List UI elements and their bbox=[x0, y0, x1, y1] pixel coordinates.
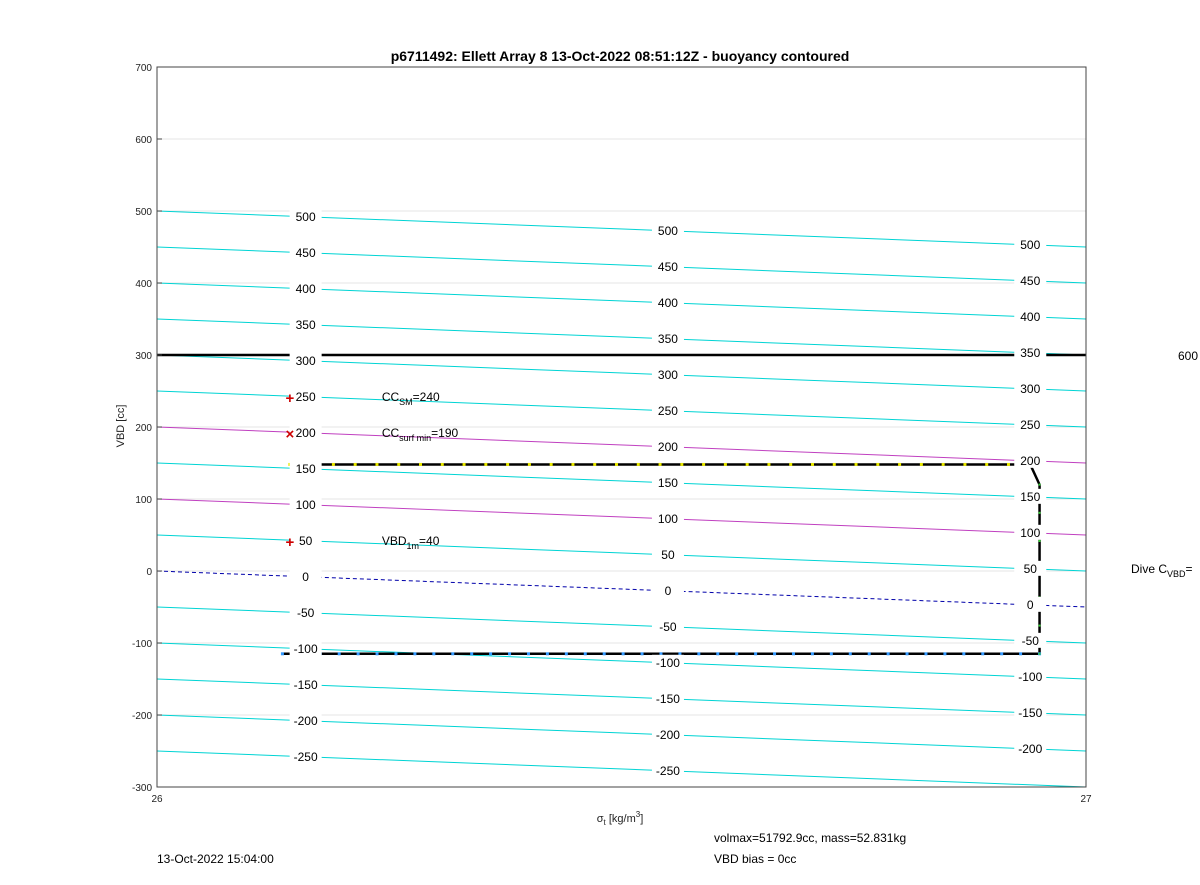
dive-sample-dot bbox=[830, 652, 833, 655]
contour-label: -50 bbox=[659, 619, 677, 634]
dive-sample-dot bbox=[811, 652, 814, 655]
chart-title: p6711492: Ellett Array 8 13-Oct-2022 08:51:12Z - buoyancy contoured bbox=[390, 48, 850, 64]
contour-label: 400 bbox=[657, 295, 678, 310]
side-text-dive-cvbd-sub: VBD bbox=[1167, 569, 1186, 579]
dive-sample-dot bbox=[354, 463, 357, 466]
contour-label: -150 bbox=[655, 691, 680, 706]
dive-sample-dot bbox=[506, 463, 509, 466]
contour-label: 350 bbox=[1020, 345, 1041, 360]
footer-volmax: volmax=51792.9cc, mass=52.831kg bbox=[714, 831, 907, 845]
contour-label: -100 bbox=[655, 655, 680, 670]
x-axis-label bbox=[597, 810, 644, 827]
dive-sample-dot bbox=[898, 463, 901, 466]
dive-sample-dot bbox=[963, 463, 966, 466]
x-tick-label: 27 bbox=[1080, 794, 1092, 805]
axes bbox=[132, 63, 1092, 805]
contour-label: 50 bbox=[661, 547, 675, 562]
contour-label: -100 bbox=[293, 641, 318, 656]
footer-bias: VBD bias = 0cc bbox=[714, 852, 797, 866]
dive-sample-dot bbox=[615, 463, 618, 466]
marker: + bbox=[285, 534, 295, 552]
dive-sample-dot bbox=[716, 652, 719, 655]
side-text-dive-cvbd-main: Dive C bbox=[1131, 562, 1168, 576]
x-tick-label: 26 bbox=[151, 794, 163, 805]
contour-label: -50 bbox=[296, 605, 315, 620]
dive-sample-dot bbox=[906, 652, 909, 655]
y-axis-label: VBD [cc] bbox=[115, 404, 127, 448]
contour-label: -200 bbox=[293, 713, 318, 728]
contour-label: 450 bbox=[1020, 273, 1041, 288]
contour-label: 450 bbox=[295, 245, 316, 260]
contour-label: 300 bbox=[657, 367, 678, 382]
contour-label: 300 bbox=[295, 353, 316, 368]
dive-sample-dot bbox=[962, 652, 965, 655]
dive-sample-dot bbox=[451, 652, 454, 655]
contour-label: -150 bbox=[1018, 705, 1043, 720]
annotation-main: CC bbox=[381, 426, 400, 441]
x-axis-label-main: σ bbox=[596, 813, 604, 825]
annotation bbox=[382, 426, 459, 443]
dive-sample-dot bbox=[1039, 625, 1041, 627]
contour-label: -100 bbox=[1018, 669, 1043, 684]
contour-label: -150 bbox=[293, 677, 318, 692]
contour-label: 250 bbox=[1020, 417, 1041, 432]
dive-sample-dot bbox=[463, 463, 466, 466]
contour-label: 150 bbox=[657, 475, 678, 490]
dive-sample-dot bbox=[702, 463, 705, 466]
dive-sample-dot bbox=[571, 463, 574, 466]
dive-sample-dot bbox=[397, 463, 400, 466]
contour-label: -200 bbox=[1018, 741, 1043, 756]
dive-sample-dot bbox=[659, 463, 662, 466]
annotation-value: =40 bbox=[419, 534, 440, 549]
y-tick-label: -300 bbox=[131, 783, 152, 794]
dive-sample-dot bbox=[419, 463, 422, 466]
annotations bbox=[382, 390, 459, 551]
dive-sample-dot bbox=[413, 652, 416, 655]
dive-sample-dot bbox=[1039, 512, 1041, 514]
side-text-dive-cvbd-rest: = bbox=[1185, 562, 1193, 576]
annotation-value: =240 bbox=[412, 390, 440, 405]
contour-label: 150 bbox=[295, 461, 316, 476]
dive-sample-dot bbox=[767, 463, 770, 466]
dive-sample-dot bbox=[338, 652, 341, 655]
dive-sample-dot bbox=[376, 652, 379, 655]
contour-label: 400 bbox=[295, 281, 316, 296]
annotation-main: CC bbox=[381, 390, 400, 405]
contour-label: 500 bbox=[657, 223, 678, 238]
contour-label: 400 bbox=[1020, 309, 1041, 324]
dive-sample-dot bbox=[622, 652, 625, 655]
dive-sample-dot bbox=[394, 652, 397, 655]
dive-sample-dot bbox=[432, 652, 435, 655]
x-axis-label-sub: t bbox=[603, 818, 606, 827]
marker: × bbox=[285, 426, 295, 444]
dive-sample-dot bbox=[1007, 463, 1010, 466]
contour-label: 150 bbox=[1020, 489, 1041, 504]
dive-sample-dot bbox=[1000, 652, 1003, 655]
contour-label: 350 bbox=[657, 331, 678, 346]
dive-sample-dot bbox=[1039, 653, 1041, 655]
contour-label: -250 bbox=[655, 763, 680, 778]
contour-label: 200 bbox=[295, 425, 316, 440]
x-axis-label-unit: [kg/m bbox=[605, 813, 636, 825]
dive-sample-dot bbox=[1039, 484, 1041, 486]
contour-label: -200 bbox=[655, 727, 680, 742]
y-tick-label: 0 bbox=[146, 567, 152, 578]
dive-sample-dot bbox=[943, 652, 946, 655]
dive-sample-dot bbox=[603, 652, 606, 655]
contour-label: 500 bbox=[1020, 237, 1041, 252]
contour-label: 50 bbox=[1023, 561, 1037, 576]
contour-label: 50 bbox=[298, 533, 313, 548]
annotation-value: =190 bbox=[431, 426, 459, 441]
y-tick-label: -100 bbox=[131, 639, 152, 650]
dive-sample-dot bbox=[641, 652, 644, 655]
contour-label: 100 bbox=[1020, 525, 1041, 540]
x-axis-label-sup: 3 bbox=[635, 810, 641, 819]
y-tick-label: 500 bbox=[135, 207, 152, 218]
dive-sample-dot bbox=[593, 463, 596, 466]
dive-sample-dot bbox=[985, 463, 988, 466]
y-tick-label: 300 bbox=[135, 351, 152, 362]
y-tick-label: 400 bbox=[135, 279, 152, 290]
dive-sample-dot bbox=[697, 652, 700, 655]
dive-sample-dot bbox=[550, 463, 553, 466]
dive-sample-dot bbox=[746, 463, 749, 466]
dive-sample-dot bbox=[789, 463, 792, 466]
contour-label: 0 bbox=[1026, 597, 1034, 612]
dive-sample-dot bbox=[546, 652, 549, 655]
dive-sample-dot bbox=[942, 463, 945, 466]
side-text-dive-cvbd bbox=[1131, 562, 1193, 579]
dive-sample-dot bbox=[527, 652, 530, 655]
contour-label: 500 bbox=[295, 209, 316, 224]
dive-sample-dot bbox=[375, 463, 378, 466]
contour-label: 0 bbox=[664, 583, 672, 598]
dive-sample-dot bbox=[528, 463, 531, 466]
y-tick-label: 200 bbox=[135, 423, 152, 434]
annotation-main: VBD bbox=[381, 534, 407, 549]
dive-sample-dot bbox=[489, 652, 492, 655]
contour-label: 100 bbox=[295, 497, 316, 512]
annotation bbox=[382, 390, 440, 407]
contour-label: 200 bbox=[657, 439, 678, 454]
dive-sample-dot bbox=[332, 463, 335, 466]
annotation-sub: surf min bbox=[399, 433, 432, 444]
dive-sample-dot bbox=[724, 463, 727, 466]
dive-sample-dot bbox=[470, 652, 473, 655]
dive-sample-dot bbox=[773, 652, 776, 655]
footer-timestamp: 13-Oct-2022 15:04:00 bbox=[157, 852, 274, 866]
y-tick-label: 100 bbox=[135, 495, 152, 506]
x-axis-label-end: ] bbox=[640, 813, 644, 825]
dive-sample-dot bbox=[1039, 540, 1041, 542]
contour-label: -50 bbox=[1021, 633, 1039, 648]
dive-sample-dot bbox=[508, 652, 511, 655]
dive-sample-dot bbox=[441, 463, 444, 466]
dive-sample-dot bbox=[887, 652, 890, 655]
dive-sample-dot bbox=[849, 652, 852, 655]
dive-sample-dot bbox=[924, 652, 927, 655]
dive-sample-dot bbox=[876, 463, 879, 466]
y-tick-label: 600 bbox=[135, 135, 152, 146]
dive-sample-dot bbox=[811, 463, 814, 466]
annotation-sub: 1m bbox=[406, 541, 420, 552]
dive-sample-dot bbox=[735, 652, 738, 655]
contour-label: 100 bbox=[657, 511, 678, 526]
contour-label: 250 bbox=[657, 403, 678, 418]
contour-label: 250 bbox=[295, 389, 316, 404]
dive-sample-dot bbox=[792, 652, 795, 655]
dive-sample-dot bbox=[754, 652, 757, 655]
dive-sample-dot bbox=[920, 463, 923, 466]
contour-label: 0 bbox=[302, 569, 309, 584]
annotation-sub: SM bbox=[399, 397, 413, 408]
dive-sample-dot bbox=[868, 652, 871, 655]
contour-label: 200 bbox=[1020, 453, 1041, 468]
dive-sample-dot bbox=[281, 652, 284, 655]
dive-sample-dot bbox=[357, 652, 360, 655]
dive-sample-dot bbox=[680, 463, 683, 466]
dive-sample-dot bbox=[565, 652, 568, 655]
contour-label: 450 bbox=[657, 259, 678, 274]
y-tick-label: -200 bbox=[131, 711, 152, 722]
dive-sample-dot bbox=[981, 652, 984, 655]
marker: + bbox=[285, 390, 295, 408]
dive-sample-dot bbox=[637, 463, 640, 466]
dive-sample-dot bbox=[855, 463, 858, 466]
contour-label: -250 bbox=[293, 749, 318, 764]
dive-sample-dot bbox=[1019, 652, 1022, 655]
dive-sample-dot bbox=[484, 463, 487, 466]
dive-sample-dot bbox=[584, 652, 587, 655]
side-text-600: 600 bbox=[1178, 349, 1199, 363]
annotation bbox=[382, 534, 440, 551]
dive-sample-dot bbox=[833, 463, 836, 466]
y-tick-label: 700 bbox=[135, 63, 152, 74]
contour-label: 300 bbox=[1020, 381, 1041, 396]
contour-label: 350 bbox=[295, 317, 316, 332]
